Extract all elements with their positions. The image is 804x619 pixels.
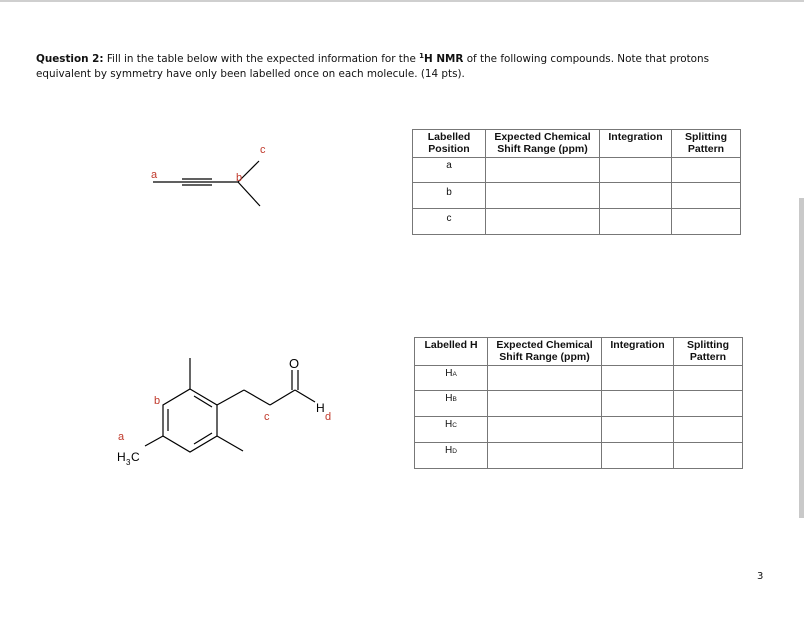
nmr-label: $^1$H NMR bbox=[419, 52, 464, 65]
header-chemical-shift: Expected Chemical Shift Range (ppm) bbox=[488, 338, 602, 366]
nmr-table-2 bbox=[414, 337, 743, 469]
row-label: a bbox=[413, 158, 486, 183]
aldehyde-hydrogen-label: H bbox=[316, 401, 325, 415]
question-text-after: of the following compounds. Note that protons equivalent by symmetry have only been labelled once on each molecule. (14 pts). bbox=[36, 53, 710, 80]
table-row bbox=[415, 417, 743, 443]
molecule-2-label-a: a bbox=[118, 431, 125, 443]
integration-cell[interactable] bbox=[602, 366, 674, 391]
svg-text:C: C bbox=[131, 450, 140, 464]
molecule-2-label-c: c bbox=[264, 411, 270, 423]
shift-cell[interactable] bbox=[488, 443, 602, 469]
integration-cell[interactable] bbox=[600, 209, 672, 235]
header-integration: Integration bbox=[600, 130, 672, 158]
methyl-group-label bbox=[117, 450, 140, 467]
molecule-2-label-b: b bbox=[154, 395, 161, 407]
row-label-hb: HB bbox=[415, 391, 488, 417]
splitting-cell[interactable] bbox=[672, 158, 741, 183]
header-labelled-position: Labelled Position bbox=[413, 130, 486, 158]
header-splitting-pattern: Splitting Pattern bbox=[672, 130, 741, 158]
nmr-table-1 bbox=[412, 129, 741, 235]
shift-cell[interactable] bbox=[488, 417, 602, 443]
table-header-row bbox=[413, 130, 741, 158]
molecule-2-label-d: d bbox=[325, 411, 332, 423]
shift-cell[interactable] bbox=[486, 209, 600, 235]
table-row bbox=[413, 209, 741, 235]
integration-cell[interactable] bbox=[602, 417, 674, 443]
integration-cell[interactable] bbox=[602, 443, 674, 469]
row-label: b bbox=[413, 183, 486, 209]
table-row bbox=[415, 366, 743, 391]
svg-text:H: H bbox=[117, 450, 126, 464]
oxygen-atom-label: O bbox=[289, 356, 300, 371]
integration-cell[interactable] bbox=[602, 391, 674, 417]
molecule-2-bonds bbox=[145, 358, 315, 452]
page-number: 3 bbox=[757, 571, 764, 582]
row-label-ha: HA bbox=[415, 366, 488, 391]
molecule-1-label-a: a bbox=[151, 169, 158, 181]
splitting-cell[interactable] bbox=[674, 366, 743, 391]
svg-text:3: 3 bbox=[126, 458, 131, 467]
table-row bbox=[413, 183, 741, 209]
header-chemical-shift: Expected Chemical Shift Range (ppm) bbox=[486, 130, 600, 158]
molecule-1-label-b: b bbox=[236, 172, 243, 184]
splitting-cell[interactable] bbox=[674, 443, 743, 469]
splitting-cell[interactable] bbox=[672, 209, 741, 235]
shift-cell[interactable] bbox=[488, 366, 602, 391]
shift-cell[interactable] bbox=[488, 391, 602, 417]
shift-cell[interactable] bbox=[486, 183, 600, 209]
header-labelled-h: Labelled H bbox=[415, 338, 488, 366]
splitting-cell[interactable] bbox=[674, 417, 743, 443]
splitting-cell[interactable] bbox=[672, 183, 741, 209]
splitting-cell[interactable] bbox=[674, 391, 743, 417]
shift-cell[interactable] bbox=[486, 158, 600, 183]
header-splitting-pattern: Splitting Pattern bbox=[674, 338, 743, 366]
header-integration: Integration bbox=[602, 338, 674, 366]
question-text-before: Fill in the table below with the expected information for the bbox=[103, 53, 420, 65]
integration-cell[interactable] bbox=[600, 183, 672, 209]
table-header-row bbox=[415, 338, 743, 366]
row-label-hd: HD bbox=[415, 443, 488, 469]
question-label: Question 2: bbox=[36, 53, 104, 65]
row-label: c bbox=[413, 209, 486, 235]
table-row bbox=[415, 443, 743, 469]
row-label-hc: HC bbox=[415, 417, 488, 443]
integration-cell[interactable] bbox=[600, 158, 672, 183]
molecule-1-label-c: c bbox=[260, 144, 266, 156]
table-row bbox=[415, 391, 743, 417]
table-row bbox=[413, 158, 741, 183]
